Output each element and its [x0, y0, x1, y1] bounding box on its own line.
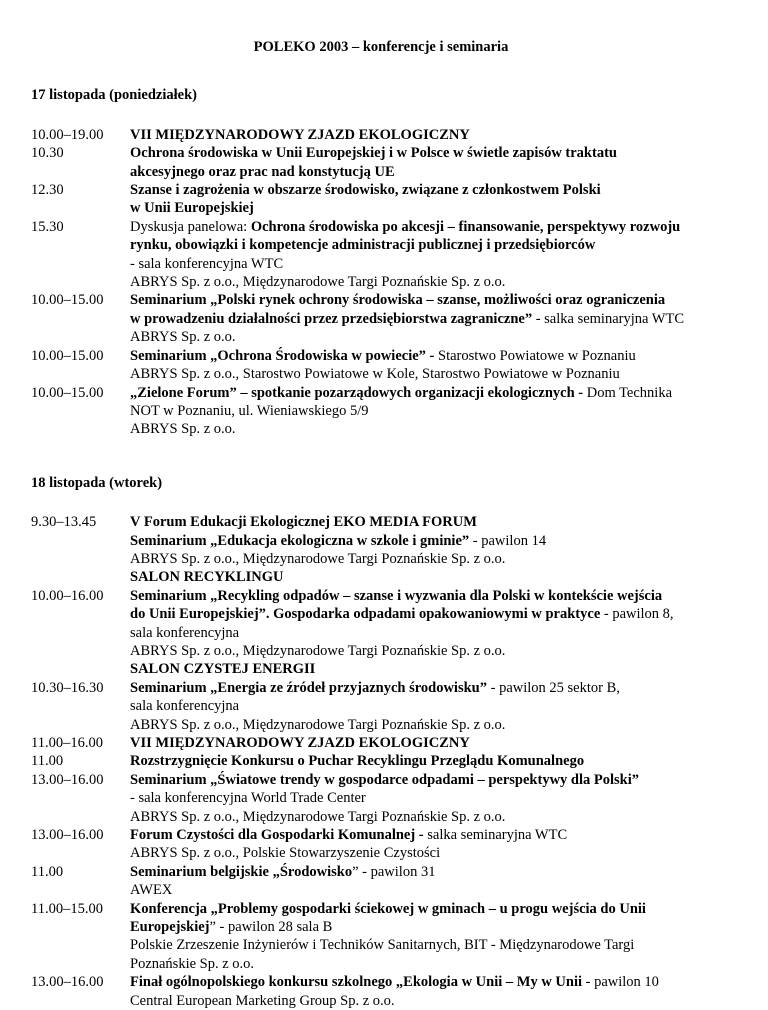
- event-line: [130, 679, 620, 697]
- event-title: VII MIĘDZYNARODOWY ZJAZD EKOLOGICZNY: [130, 126, 470, 143]
- event-time: 15.30: [31, 218, 64, 235]
- event-venue: sala konferencyjna: [130, 698, 240, 715]
- event-time: 10.00–15.00: [31, 292, 104, 309]
- event-time: 13.00–16.00: [31, 827, 104, 844]
- event-time: 10.00–15.00: [31, 384, 104, 401]
- event-line-plain: - pawilon 14: [469, 532, 547, 549]
- section-heading: SALON RECYKLINGU: [130, 569, 284, 586]
- event-line: Seminarium „Recykling odpadów – szanse i wyzwania dla Polski w kontekście wejścia: [130, 587, 663, 604]
- event-organizer: ABRYS Sp. z o.o., Międzynarodowe Targi Poznańskie Sp. z o.o.: [130, 716, 506, 733]
- event-line-plain: salka seminaryjna WTC: [423, 827, 568, 844]
- document-page: [31, 38, 731, 1010]
- event-line-bold: Forum Czystości dla Gospodarki Komunalnej -: [130, 827, 424, 844]
- event-line: [130, 826, 567, 844]
- event-line: [31, 532, 731, 550]
- document-title: POLEKO 2003 – konferencje i seminaria: [253, 39, 509, 55]
- event-time: 11.00: [31, 863, 64, 880]
- event-line: Konferencja „Problemy gospodarki ściekowej w gminach – u progu wejścia do Unii: [130, 900, 646, 917]
- event-time: 11.00–15.00: [31, 900, 103, 917]
- event-organizer: AWEX: [130, 882, 173, 899]
- event-line: Seminarium „Polski rynek ochrony środowiska – szanse, możliwości oraz ograniczenia: [130, 292, 666, 309]
- event-venue: - sala konferencyjna World Trade Center: [130, 790, 366, 807]
- event-organizer: Central European Marketing Group Sp. z o.o.: [130, 992, 395, 1009]
- event-d2-4: [31, 734, 731, 752]
- event-line-bold: Seminarium „Edukacja ekologiczna w szkole i gminie”: [130, 532, 470, 549]
- event-line: [130, 347, 636, 365]
- event-line: Seminarium „Światowe trendy w gospodarce odpadami – perspektywy dla Polski”: [130, 771, 640, 788]
- event-line-plain: Starostwo Powiatowe w Poznaniu: [434, 347, 636, 364]
- event-time: 13.00–16.00: [31, 771, 104, 788]
- event-organizer: ABRYS Sp. z o.o., Starostwo Powiatowe w Kole, Starostwo Powiatowe w Poznaniu: [130, 366, 620, 383]
- event-time: 11.00–16.00: [31, 735, 103, 751]
- event-line-bold: „Zielone Forum” – spotkanie pozarządowych organizacji ekologicznych -: [130, 384, 584, 401]
- event-line-plain: Dyskusja panelowa:: [130, 218, 251, 235]
- event-d2-9: [31, 900, 731, 974]
- event-line: rynku, obowiązki i kompetencje administracji publicznej i przedsiębiorców: [130, 237, 596, 254]
- event-line: w Unii Europejskiej: [130, 200, 254, 217]
- event-title: Rozstrzygnięcie Konkursu o Puchar Recyklingu Przeglądu Komunalnego: [130, 753, 585, 770]
- event-d2-10: [31, 973, 731, 1010]
- event-organizer: Polskie Zrzeszenie Inżynierów i Techników Sanitarnych, BIT - Międzynarodowe Targi: [130, 937, 635, 954]
- event-line: akcesyjnego oraz prac nad konstytucją UE: [130, 163, 395, 180]
- event-d2-1: [31, 513, 731, 587]
- event-line: Ochrona środowiska w Unii Europejskiej i w Polsce w świetle zapisów traktatu: [130, 145, 617, 162]
- event-time: 10.30: [31, 145, 64, 162]
- section-heading: SALON CZYSTEJ ENERGII: [130, 661, 316, 678]
- event-d1-7: [31, 384, 731, 439]
- day-heading-17: 17 listopada (poniedziałek): [31, 87, 197, 104]
- event-line-plain: Dom Technika: [583, 384, 673, 401]
- event-d1-1: [31, 126, 731, 144]
- event-organizer: ABRYS Sp. z o.o., Międzynarodowe Targi Poznańskie Sp. z o.o.: [130, 642, 506, 659]
- day-heading-18: 18 listopada (wtorek): [31, 474, 163, 491]
- event-organizer: Poznańskie Sp. z o.o.: [130, 955, 255, 972]
- event-time: 10.30–16.30: [31, 679, 104, 696]
- event-d1-6: [31, 347, 731, 384]
- event-d2-3: [31, 679, 731, 734]
- event-venue: NOT w Poznaniu, ul. Wieniawskiego 5/9: [130, 402, 369, 419]
- event-line-bold: Seminarium belgijskie „Środowisko: [130, 863, 353, 880]
- event-time: 9.30–13.45: [31, 514, 97, 531]
- event-line: [31, 918, 731, 936]
- event-line-plain: - salka seminaryjna WTC: [532, 310, 685, 327]
- event-line: V Forum Edukacji Ekologicznej EKO MEDIA FORUM: [130, 514, 477, 531]
- event-line: [130, 218, 680, 236]
- event-time: 12.30: [31, 182, 64, 199]
- event-venue: - sala konferencyjna WTC: [130, 255, 284, 272]
- event-line: Szanse i zagrożenia w obszarze środowisko, związane z członkostwem Polski: [130, 182, 601, 199]
- event-line-bold: Seminarium „Ochrona Środowiska w powiecie” -: [130, 347, 435, 364]
- event-line: [130, 384, 672, 402]
- event-d2-6: [31, 771, 731, 826]
- event-organizer: ABRYS Sp. z o.o., Polskie Stowarzyszenie Czystości: [130, 845, 441, 862]
- event-line-bold: Seminarium „Energia ze źródeł przyjaznych środowisku”: [130, 679, 487, 696]
- event-time: 10.00–16.00: [31, 587, 104, 604]
- event-organizer: ABRYS Sp. z o.o., Międzynarodowe Targi Poznańskie Sp. z o.o.: [130, 550, 506, 567]
- event-d2-8: [31, 863, 731, 900]
- event-line-plain: ” - pawilon 31: [352, 863, 436, 880]
- event-line: [130, 863, 435, 881]
- event-d1-2: [31, 144, 731, 181]
- event-organizer: ABRYS Sp. z o.o.: [130, 421, 236, 438]
- event-d1-3: [31, 181, 731, 218]
- event-d2-5: [31, 752, 731, 770]
- event-line: [31, 605, 731, 623]
- event-line: [130, 973, 659, 991]
- event-organizer: ABRYS Sp. z o.o., Międzynarodowe Targi Poznańskie Sp. z o.o.: [130, 808, 506, 825]
- event-time: 13.00–16.00: [31, 974, 104, 991]
- event-d2-7: [31, 826, 731, 863]
- event-time: 10.00–19.00: [31, 126, 104, 143]
- event-line-plain: - pawilon 25 sektor B,: [486, 679, 620, 696]
- event-line-bold: Ochrona środowiska po akcesji – finansowanie, perspektywy rozwoju: [250, 218, 681, 235]
- event-line-bold: do Unii Europejskiej”. Gospodarka odpadami opakowaniowymi w praktyce: [130, 606, 601, 623]
- event-line: [31, 310, 731, 328]
- event-title: VII MIĘDZYNARODOWY ZJAZD EKOLOGICZNY: [130, 735, 470, 751]
- event-d1-5: [31, 291, 731, 346]
- event-organizer: ABRYS Sp. z o.o., Międzynarodowe Targi Poznańskie Sp. z o.o.: [130, 274, 506, 291]
- event-line-bold: Finał ogólnopolskiego konkursu szkolnego „Ekologia w Unii – My w Unii: [130, 974, 583, 991]
- event-line-bold: Europejskiej: [130, 919, 210, 936]
- event-venue: sala konferencyjna: [130, 624, 240, 641]
- event-time: 10.00–15.00: [31, 347, 104, 364]
- event-line-plain: ” - pawilon 28 sala B: [209, 919, 333, 936]
- event-d2-2: [31, 587, 731, 679]
- event-time: 11.00: [31, 753, 64, 770]
- event-line-bold: w prowadzeniu działalności przez przedsiębiorstwa zagraniczne”: [130, 310, 533, 327]
- event-line-plain: - pawilon 8,: [600, 606, 674, 623]
- event-organizer: ABRYS Sp. z o.o.: [130, 329, 236, 346]
- event-d1-4: [31, 218, 731, 292]
- event-line-plain: - pawilon 10: [582, 974, 659, 991]
